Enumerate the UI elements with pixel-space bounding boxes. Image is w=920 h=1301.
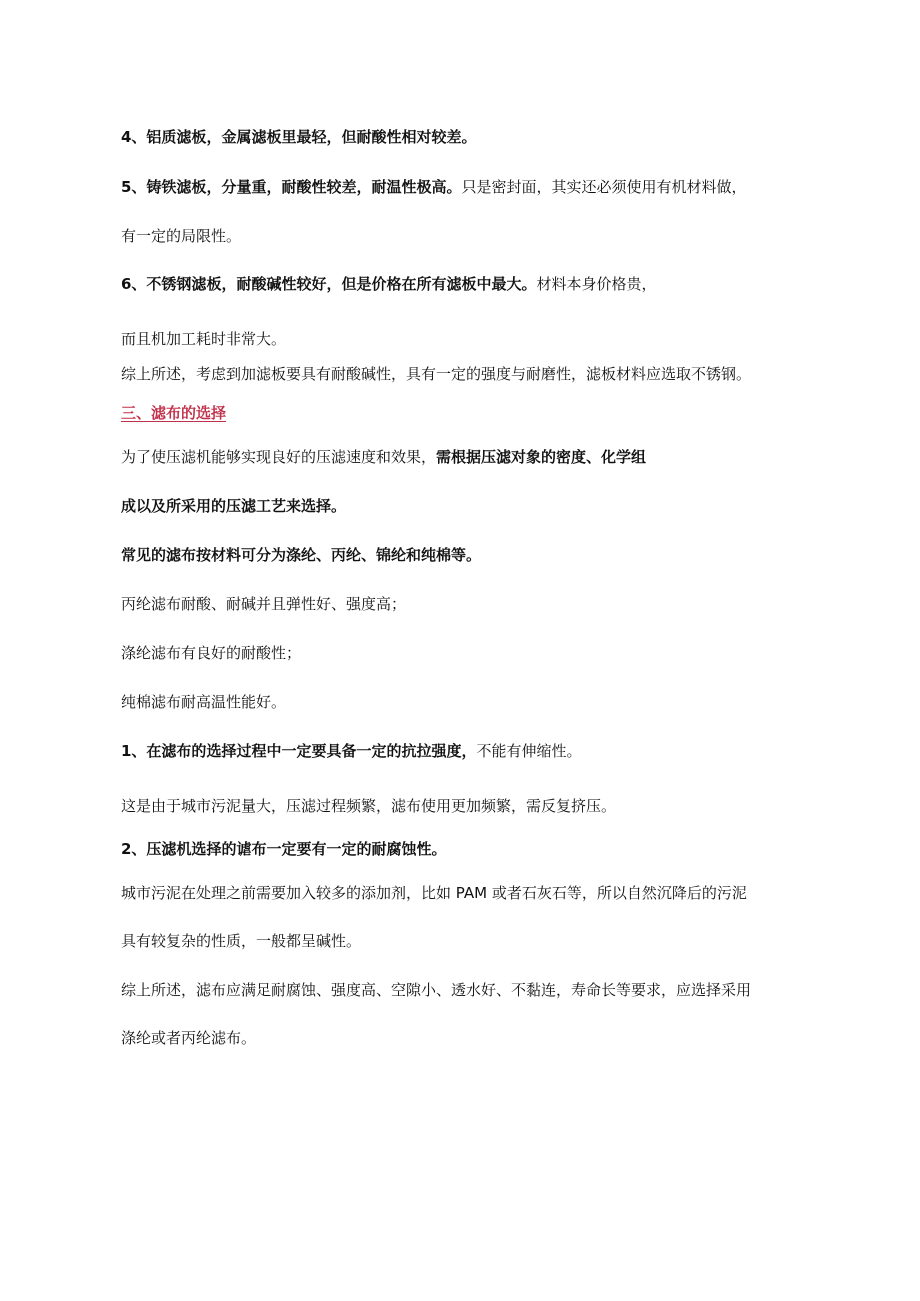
bold-text: 需根据压滤对象的密度、化学组 bbox=[436, 448, 647, 466]
bold-text: 5、铸铁滤板，分量重，耐酸性较差，耐温性极高。 bbox=[121, 178, 462, 196]
bold-text: 4、铝质滤板，金属滤板里最轻，但耐酸性相对较差。 bbox=[121, 128, 477, 146]
paragraph-plate-summary bbox=[121, 364, 751, 384]
normal-text: 涤纶滤布有良好的耐酸性； bbox=[121, 644, 302, 662]
paragraph-cloth-summary-continued bbox=[121, 1028, 256, 1048]
normal-text: 纯棉滤布耐高温性能好。 bbox=[121, 693, 287, 711]
paragraph-cloth-types bbox=[121, 545, 481, 565]
paragraph-stainless-plate bbox=[121, 274, 656, 294]
paragraph-corrosion-resistance bbox=[121, 839, 446, 859]
normal-text: 城市污泥在处理之前需要加入较多的添加剂，比如 PAM 或者石灰石等，所以自然沉降后的污泥 bbox=[121, 884, 747, 902]
paragraph-sludge-additives bbox=[121, 883, 747, 903]
paragraph-polyester bbox=[121, 643, 301, 663]
normal-text: 不能有伸缩性。 bbox=[476, 742, 582, 760]
paragraph-cloth-intro bbox=[121, 447, 646, 467]
paragraph-stainless-continued bbox=[121, 329, 286, 349]
bold-text: 2、压滤机选择的谑布一定要有一定的耐腐蚀性。 bbox=[121, 840, 447, 858]
bold-text: 成以及所采用的压滤工艺来选择。 bbox=[121, 497, 347, 515]
bold-text: 常见的滤布按材料可分为涤纶、丙纶、锦纶和纯棉等。 bbox=[121, 546, 482, 564]
normal-text: 材料本身价格贵， bbox=[536, 275, 657, 293]
normal-text: 综上所述，考虑到加滤板要具有耐酸碱性，具有一定的强度与耐磨性，滤板材料应选取不锈钢。 bbox=[121, 365, 752, 383]
paragraph-cloth-intro-continued bbox=[121, 496, 346, 516]
normal-text: 有一定的局限性。 bbox=[121, 227, 242, 245]
paragraph-tensile-strength bbox=[121, 741, 581, 761]
normal-text: 综上所述，滤布应满足耐腐蚀、强度高、空隙小、透水好、不黏连，寿命长等要求，应选择采用 bbox=[121, 981, 752, 999]
section-heading-filter-cloth: 三、滤布的选择 bbox=[121, 404, 227, 422]
normal-text: 为了使压滤机能够实现良好的压滤速度和效果， bbox=[121, 448, 437, 466]
normal-text: 而且机加工耗时非常大。 bbox=[121, 330, 287, 348]
paragraph-polypropylene bbox=[121, 594, 406, 614]
normal-text: 具有较复杂的性质，一般都呈碱性。 bbox=[121, 932, 362, 950]
paragraph-sludge-additives-continued bbox=[121, 931, 361, 951]
paragraph-cotton bbox=[121, 692, 286, 712]
normal-text: 涤纶或者丙纶滤布。 bbox=[121, 1029, 257, 1047]
paragraph-aluminum-plate bbox=[121, 127, 476, 147]
paragraph-tensile-reason bbox=[121, 796, 616, 816]
paragraph-cloth-summary bbox=[121, 980, 751, 1000]
normal-text: 丙纶滤布耐酸、耐碱并且弹性好、强度高； bbox=[121, 595, 407, 613]
normal-text: 这是由于城市污泥量大，压滤过程频繁，滤布使用更加频繁，需反复挤压。 bbox=[121, 797, 617, 815]
bold-text: 1、在滤布的选择过程中一定要具备一定的抗拉强度， bbox=[121, 742, 477, 760]
normal-text: 只是密封面，其实还必须使用有机材料做， bbox=[461, 178, 747, 196]
bold-text: 6、不锈钢滤板，耐酸碱性较好，但是价格在所有滤板中最大。 bbox=[121, 275, 537, 293]
paragraph-cast-iron-plate bbox=[121, 177, 746, 197]
paragraph-cast-iron-continued bbox=[121, 226, 241, 246]
